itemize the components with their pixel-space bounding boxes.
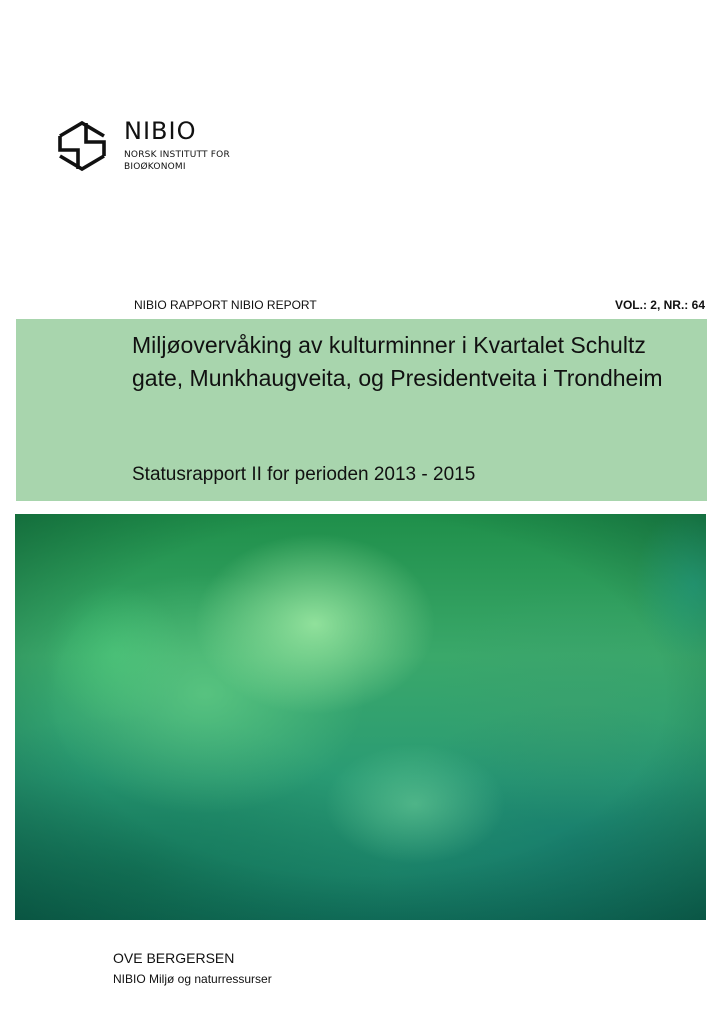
title-band [16,319,707,501]
author-affiliation: NIBIO Miljø og naturressurser [113,972,272,986]
cover-image [15,514,706,920]
logo-subtitle [124,149,230,173]
cover-vignette [15,514,706,920]
report-subtitle: Statusrapport II for perioden 2013 - 2015 [132,464,476,485]
nibio-hexagon-logo-icon [58,120,106,172]
report-series: NIBIO RAPPORT NIBIO REPORT [134,298,317,312]
report-title: Miljøovervåking av kulturminner i Kvartalet Schultz gate, Munkhaugveita, og Presidentveita i Trondheim [132,332,663,391]
report-volume: VOL.: 2, NR.: 64 [614,298,705,312]
logo-subtitle-line-2: BIOØKONOMI [124,162,186,172]
author-name: OVE BERGERSEN [113,950,235,966]
logo-subtitle-line-1: NORSK INSTITUTT FOR [124,150,230,160]
logo-name: NIBIO [124,117,197,145]
nibio-logo [58,118,258,178]
